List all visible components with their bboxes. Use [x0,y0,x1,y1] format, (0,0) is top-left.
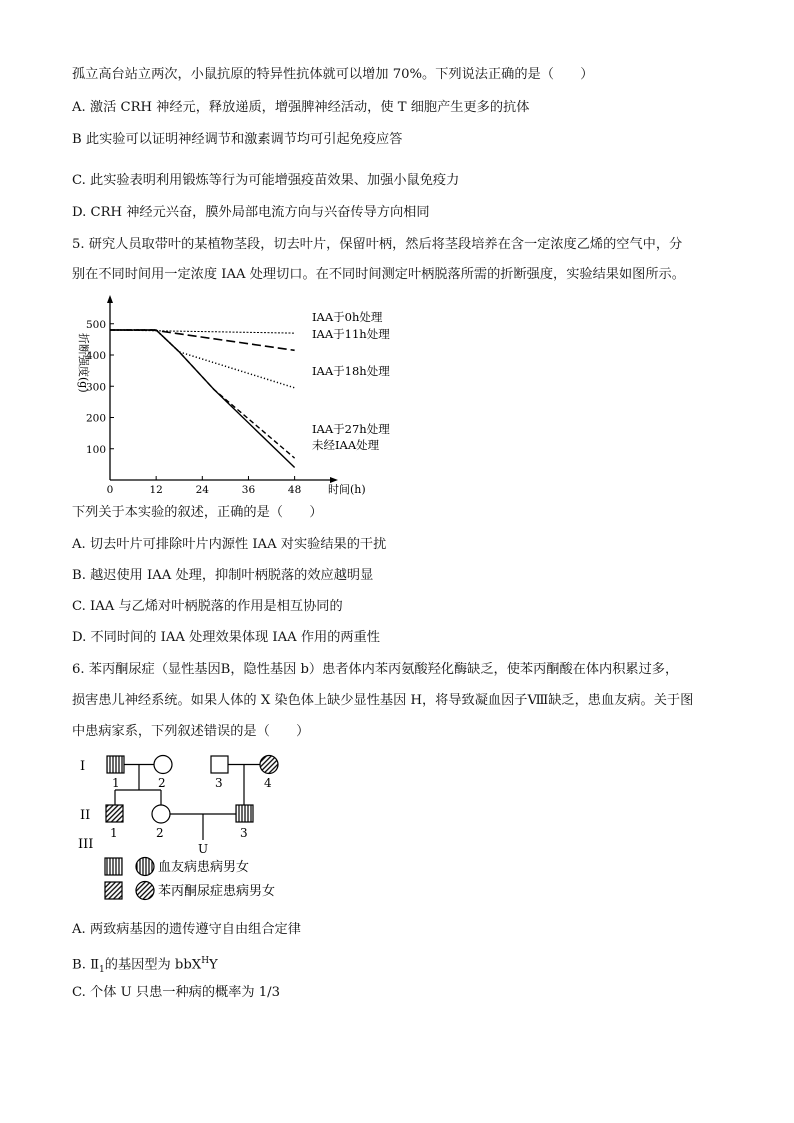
q4-option-b: B 此实验可以证明神经调节和激素调节均可引起免疫应答 [72,132,403,147]
q5-stem-line-2: 别在不同时间用一定浓度 IAA 处理切口。在不同时间测定叶柄脱落所需的折断强度，实验结果如图所示。 [72,267,685,282]
q4-option-d: D. CRH 神经元兴奋，膜外局部电流方向与兴奋传导方向相同 [72,205,430,220]
q4-option-c: C. 此实验表明利用锻炼等行为可能增强疫苗效果、加强小鼠免疫力 [72,173,460,188]
label-I1: 1 [112,776,120,790]
q6-option-b-prefix: B. Ⅱ [72,957,100,973]
I1-male-hemophilia [107,756,124,773]
x-tick-label-12: 12 [149,484,163,495]
y-tick-label-500: 500 [85,318,106,331]
y-axis-label: 折断强度(g) [77,333,90,393]
q6-option-b-sub: 1 [99,965,105,976]
series-label-3: IAA于27h处理 [312,422,390,436]
gen-label-I: I [80,759,86,774]
gen-label-II: II [80,808,91,823]
series-label-2: IAA于18h处理 [312,364,390,378]
I4-female-pku [260,756,278,774]
x-tick-label-48: 48 [287,484,302,495]
series-label-0: IAA于0h处理 [312,310,383,324]
label-I3: 3 [215,776,223,790]
q6-option-b-suffix: Y [209,957,218,973]
q5-option-a: A. 切去叶片可排除叶片内源性 IAA 对实验结果的干扰 [72,537,387,552]
series-line-2 [110,330,295,388]
iaa-chart [60,295,420,495]
q6-option-c: C. 个体 U 只患一种病的概率为 1/3 [72,985,280,1000]
y-tick-label-300: 300 [85,381,106,394]
q5-option-d: D. 不同时间的 IAA 处理效果体现 IAA 作用的两重性 [72,630,380,645]
legend-pku-label: 苯丙酮尿症患病男女 [158,884,276,899]
legend-hemophilia-male [105,858,122,875]
q5-option-b: B. 越迟使用 IAA 处理，抑制叶柄脱落的效应越明显 [72,568,374,583]
label-U: U [198,842,209,856]
q6-stem-line-1: 6. 苯丙酮尿症（显性基因B，隐性基因 b）患者体内苯丙氨酸羟化酶缺乏，使苯丙酮酸在体内积累过多， [72,662,679,677]
label-II3: 3 [240,826,248,840]
II1-male-pku [106,805,123,822]
y-tick-label-400: 400 [85,350,106,362]
x-tick-label-24: 24 [195,484,209,495]
q6-stem-line-3: 中患病家系，下列叙述错误的是（ ） [72,724,310,739]
II3-male-hemophilia [236,805,253,822]
q4-stem-tail: 孤立高台站立两次，小鼠抗原的特异性抗体就可以增加 70%。下列说法正确的是（ ） [72,67,594,82]
series-line-4 [110,330,295,468]
q4-option-a: A. 激活 CRH 神经元，释放递质，增强脾神经活动，使 T 细胞产生更多的抗体 [72,100,530,115]
x-tick-label-0: 0 [106,484,114,495]
pedigree-diagram [70,748,310,908]
q5-option-c: C. IAA 与乙烯对叶柄脱落的作用是相互协同的 [72,599,343,614]
legend-hemophilia-label: 血友病患病男女 [158,860,250,875]
legend-pku-female [136,882,154,900]
series-line-3 [110,330,295,458]
II2-female-normal [152,805,170,823]
q6-option-b [72,953,218,978]
label-I2: 2 [158,776,166,790]
y-tick-label-100: 100 [85,443,106,456]
x-axis-label: 时间(h) [328,483,366,495]
label-I4: 4 [264,776,272,790]
series-label-4: 未经IAA处理 [312,438,380,452]
series-line-1 [110,330,295,350]
q6-stem-line-2: 损害患儿神经系统。如果人体的 X 染色体上缺少显性基因 H，将导致凝血因子Ⅷ缺乏，患血友病。关于图 [72,693,694,708]
label-II1: 1 [110,826,118,840]
I2-female-normal [154,756,172,774]
I3-male-normal [211,756,228,773]
series-label-1: IAA于11h处理 [312,327,390,341]
x-tick-label-36: 36 [241,484,256,495]
gen-label-III: III [78,837,94,852]
y-tick-label-200: 200 [85,412,106,425]
q5-stem-line-1: 5. 研究人员取带叶的某植物茎段，切去叶片，保留叶柄，然后将茎段培养在含一定浓度乙烯的空气中，分 [72,237,683,252]
label-II2: 2 [156,826,164,840]
q5-question: 下列关于本实验的叙述，正确的是（ ） [72,505,323,520]
y-axis-arrow [107,295,113,303]
legend-hemophilia-female [136,858,154,876]
q6-option-b-sup: H [201,956,210,966]
legend-pku-male [105,882,122,899]
q6-option-a: A. 两致病基因的遗传遵守自由组合定律 [72,922,301,937]
q6-option-b-mid: 的基因型为 bbX [104,957,202,973]
